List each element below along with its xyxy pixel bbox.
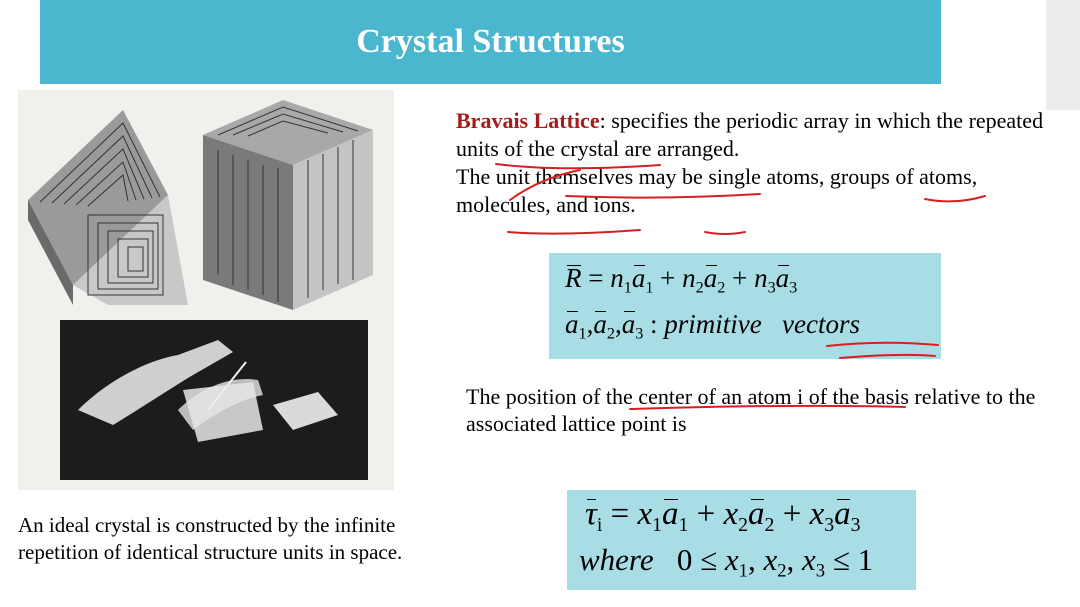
crystal-model-a (28, 110, 188, 305)
bravais-text-1: : specifies the periodic array in which the repeated units of the crystal are arranged. (456, 108, 1044, 161)
bravais-definition (456, 107, 1056, 219)
basis-vector-equation (567, 490, 916, 590)
basis-coefficient-range: where $0 \le x_1$, $x_2$, $x_3 \le 1$ (579, 542, 874, 582)
lattice-vector-equation (549, 253, 941, 359)
underline-ions (705, 232, 745, 234)
crystal-model-b (203, 100, 373, 310)
crystal-caption: An ideal crystal is constructed by the infinite repetition of identical structure units in space. (18, 513, 403, 564)
bravais-term: Bravais Lattice (456, 108, 600, 133)
basis-position-text: The position of the center of an atom i of the basis relative to the associated lattice point is (466, 384, 1036, 436)
title-bar (40, 0, 941, 84)
lattice-vector-formula: $R = n_1a_1 + n_2a_2 + n_3a_3$ (565, 263, 798, 297)
slide-title: Crystal Structures (356, 23, 625, 60)
crystal-figure (18, 90, 394, 490)
bravais-text-2: The unit themselves may be single atoms, groups of atoms, molecules, and ions. (456, 164, 978, 217)
underline-molecules (508, 230, 640, 234)
basis-vector-formula: $\tau_i = x_1a_1 + x_2a_2 + x_3a_3$ (585, 496, 861, 536)
crystal-illustration (18, 90, 394, 490)
crystal-photo (60, 320, 368, 480)
side-panel-tab (1046, 0, 1080, 110)
primitive-vectors-label: $a_1,a_2,a_3$ : primitive vectors (565, 309, 860, 343)
